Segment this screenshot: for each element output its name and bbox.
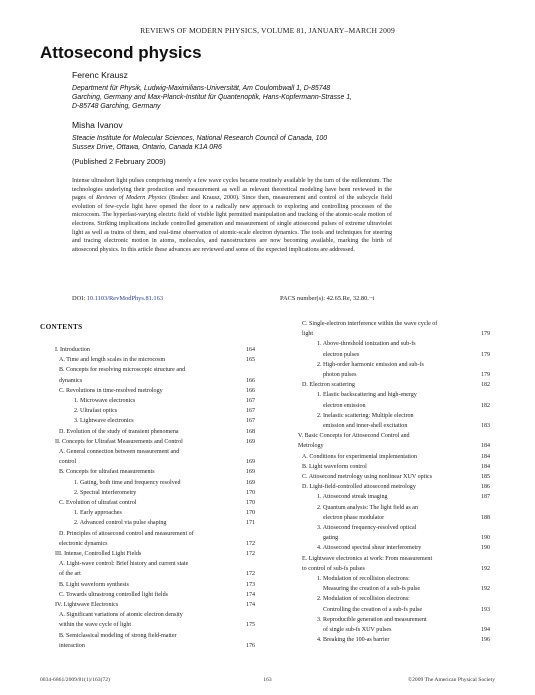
toc-entry[interactable] [59,357,165,363]
toc-entry[interactable] [74,510,122,516]
toc-entry[interactable] [317,525,416,531]
toc-entry[interactable] [59,592,168,598]
toc-entry[interactable] [323,586,420,592]
toc-entry[interactable] [59,388,163,394]
author-affiliation [72,134,402,152]
toc-entry-label: interaction [59,642,85,649]
toc-page-number: 190 [481,535,491,542]
toc-entry-label: B. Light waveform control [302,463,367,470]
toc-entry[interactable] [317,617,427,623]
toc-entry[interactable] [59,378,82,384]
toc-entry[interactable] [59,500,136,506]
affiliation-line: Steacie Institute for Molecular Sciences, National Research Council of Canada, 100 [72,135,328,142]
toc-entry[interactable] [323,372,356,378]
toc-entry-label: D. Electron scattering [302,382,355,389]
toc-entry-label: C. Evolution of ultrafast control [59,500,137,506]
toc-entry-label: 2. High-order harmonic emission and sub-fs [317,361,424,368]
toc-entry-label: light [302,331,314,338]
toc-entry-label: IV. Lightwave Electronics [55,602,119,608]
toc-entry[interactable] [302,454,417,460]
toc-page-number: 173 [246,581,256,588]
toc-entry-label: electronic dynamics [59,540,108,547]
toc-entry-label: 2. Spectral interferometry [74,489,137,496]
affiliation-line: D-85748 Garching, Germany [72,103,161,111]
toc-entry[interactable] [298,433,410,439]
toc-entry[interactable] [74,408,117,414]
author-affiliation [72,84,402,112]
toc-page-number: 188 [481,514,491,521]
toc-entry[interactable] [59,582,129,588]
toc-page-number: 170 [246,489,256,496]
toc-page-number: 179 [481,331,491,338]
toc-entry[interactable] [55,551,141,557]
toc-entry-label: 1. Above-threshold ionization and sub-fs [317,341,416,348]
toc-entry-label: V. Basic Concepts for Attosecond Control and [298,433,410,440]
toc-entry[interactable] [55,602,118,608]
toc-entry[interactable] [74,418,134,424]
doi [72,295,163,302]
toc-entry-label: to control of sub-fs pulses [302,565,365,572]
toc-entry[interactable] [323,535,338,541]
toc-entry[interactable] [317,494,388,500]
toc-page-number: 169 [246,469,256,476]
toc-entry[interactable] [302,321,437,327]
toc-entry-label: I. Introduction [55,347,90,353]
toc-page-number: 192 [481,586,491,593]
toc-page-number: 170 [246,500,256,506]
toc-entry-label: Controlling the creation of a sub-fs pulse [323,606,423,613]
toc-entry[interactable] [302,331,313,337]
toc-entry-label: of single sub-fs XUV pulses [323,627,392,633]
toc-page-number: 182 [481,382,491,389]
toc-page-number: 190 [481,545,491,552]
affiliation-line: Department für Physik, Ludwig-Maximilians-Universität, Am Coulombwall 1, D-85748 [72,85,331,92]
toc-page-number: 166 [246,377,256,384]
toc-entry[interactable] [323,515,384,521]
toc-page-number: 172 [246,540,256,547]
toc-entry[interactable] [323,627,391,633]
toc-entry[interactable] [302,566,365,572]
toc-page-number: 194 [481,627,491,633]
toc-entry-label: electron emission [323,402,366,409]
toc-entry-label: A. Significant variations of atomic electron density [59,612,183,619]
toc-entry-label: 2. Ultrafast optics [74,408,118,415]
toc-entry[interactable] [74,520,166,526]
toc-entry[interactable] [298,443,324,449]
toc-entry-label: C. Attosecond metrology using nonlinear XUV optics [302,474,433,480]
toc-entry[interactable] [55,439,183,445]
toc-entry-label: D. Evolution of the study of transient phenomena [59,428,179,435]
toc-page-number: 182 [481,402,491,409]
toc-entry[interactable] [302,382,355,388]
affiliation-line: Garching, Germany and Max-Planck-Institut für Quantenoptik, Hans-Kopfermann-Strasse 1, [72,94,352,102]
toc-entry[interactable] [59,449,179,455]
toc-entry-label: A. Conditions for experimental implementation [302,453,418,460]
toc-page-number: 176 [246,642,256,649]
toc-page-number: 172 [246,571,256,578]
toc-page-number: 171 [246,520,256,527]
toc-entry[interactable] [59,561,188,567]
toc-entry[interactable] [317,545,421,551]
toc-entry[interactable] [302,464,367,470]
toc-entry-label: 2. Modulation of recollision electrons: [317,596,410,603]
toc-entry-label: 4. Attosecond spectral shear interferometry [317,545,422,552]
toc-entry[interactable] [323,607,422,613]
toc-entry-label: 3. Lightwave electronics [74,418,134,425]
toc-entry[interactable] [59,633,177,639]
toc-entry-label: gating [323,535,339,542]
toc-page-number: 174 [246,602,256,608]
abstract-text: Intense ultrashort light pulses comprising merely a few wave cycles became routinely available by the turn of the millennium. The technologies underlying their production and measurement as well as relevant theoretical modeling have been reviewed in the pages of [72,178,392,202]
footer-copyright: ©2009 The American Physical Society [407,677,495,683]
abstract [72,177,392,254]
toc-entry-label: A. Light-wave control: Brief history and current state [59,561,189,568]
doi-link[interactable]: 10.1103/RevModPhys.81.163 [86,295,164,302]
toc-page-number: 168 [246,428,256,435]
toc-entry[interactable] [323,403,366,409]
toc-entry-label: C. Towards ultrastrong controlled light fields [59,591,168,598]
toc-entry-label: 3. Reproducible generation and measurement [317,616,427,623]
toc-entry-label: 1. Early approaches [74,510,122,517]
toc-entry-label: 1. Gating, both time and frequency resolved [74,479,181,486]
toc-entry-label: C. Revolutions in time-resolved metrology [59,387,163,394]
toc-entry[interactable] [317,413,414,419]
toc-entry[interactable] [317,392,417,398]
toc-page-number: 184 [481,463,491,470]
toc-page-number: 174 [246,591,256,598]
toc-entry-label: dynamics [59,377,83,384]
toc-entry-label: 2. Inelastic scattering: Multiple electron [317,412,414,419]
footer-page-number: 163 [263,677,272,683]
toc-entry[interactable] [74,490,136,496]
toc-page-number: 193 [481,606,491,613]
toc-entry[interactable] [74,398,135,404]
toc-page-number: 169 [246,438,256,445]
author-name: Ferenc Krausz [72,70,128,80]
toc-entry-label: B. Semiclassical modeling of strong field-matter [59,632,177,639]
toc-entry[interactable] [59,643,85,649]
toc-entry-label: B. Light waveform synthesis [59,581,129,588]
toc-entry-label: II. Concepts for Ultrafast Measurements and Control [55,438,183,445]
pacs-numbers: PACS number(s): 42.65.Re, 32.80.−t [280,295,375,302]
toc-page-number: 185 [481,474,491,480]
toc-entry[interactable] [59,469,155,475]
toc-page-number: 167 [246,418,256,425]
toc-entry[interactable] [317,362,424,368]
toc-entry[interactable] [74,480,180,486]
doi-label: DOI: [72,295,87,302]
toc-entry[interactable] [59,571,81,577]
toc-page-number: 170 [246,510,256,517]
toc-entry[interactable] [59,612,183,618]
abstract-text: (Brabec and Krausz, 2000). Since then, measurement and control of the subcycle field evolution of few-cycle light have opened the door to a radically new approach to exploring and controlling processes of the microcosm. The hyperfast-varying electric field of visible light permitted manipulation and tracking of the atomic-scale motion of electrons. Striking implications include controlled generation and measurement of single attosecond pulses of extreme ultraviolet light as well as trains of them, and real-time observation of atomic-scale electron dynamics. The tools and techniques for steering and tracing electronic motion in atoms, molecules, and nanostructures are now becoming available, marking the birth of attosecond physics. In this article these advances are reviewed and some of the expected implications are addressed. [72,195,393,253]
toc-page-number: 196 [481,637,491,644]
toc-page-number: 172 [246,551,256,557]
toc-entry-label: D. Light-field-controlled attosecond metrology [302,484,416,491]
toc-entry-label: 1. Modulation of recollision electrons: [317,576,410,582]
toc-entry-label: within the wave cycle of light [59,622,132,629]
toc-entry[interactable] [59,459,76,465]
running-head: REVIEWS OF MODERN PHYSICS, VOLUME 81, JANUARY–MARCH 2009 [140,26,395,35]
toc-entry-label: 1. Microwave electronics [74,398,136,404]
toc-entry[interactable] [323,352,359,358]
toc-page-number: 167 [246,398,256,404]
toc-page-number: 169 [246,479,256,486]
toc-entry-label: Measuring the creation of a sub-fs pulse [323,586,421,593]
toc-page-number: 187 [481,494,491,501]
article-title: Attosecond physics [40,43,202,62]
journal-name: Reviews of Modern Physics [96,195,167,202]
toc-entry[interactable] [317,341,416,347]
toc-entry-label: Metrology [298,443,324,450]
toc-page-number: 184 [481,443,491,450]
toc-entry-label: control [59,459,77,466]
footer-issn: 0034-6861/2009/81(1)/163(72) [40,677,110,683]
toc-entry[interactable] [55,347,90,353]
toc-page-number: 165 [246,357,256,364]
toc-page-number: 179 [481,351,491,358]
toc-entry-label: B. Concepts for ultrafast measurements [59,469,155,476]
toc-entry-label: photon pulses [323,372,357,378]
toc-entry-label: 2. Advanced control via pulse shaping [74,520,167,527]
author-name: Misha Ivanov [72,120,123,130]
toc-entry[interactable] [59,541,108,547]
toc-page-number: 175 [246,622,256,629]
toc-entry[interactable] [317,576,410,582]
toc-entry-label: 4. Breaking the 100-as barrier [317,637,390,644]
toc-entry-label: electron phase modulator [323,514,385,521]
toc-page-number: 183 [481,423,491,429]
toc-entry[interactable] [302,556,432,562]
toc-entry[interactable] [323,423,407,429]
toc-entry-label: 1. Elastic backscattering and high-energy [317,392,417,399]
toc-entry-label: A. Time and length scales in the microcosm [59,357,166,364]
toc-page-number: 179 [481,372,491,378]
toc-page-number: 192 [481,565,491,572]
toc-entry[interactable] [59,622,131,628]
toc-entry-label: 2. Quantum analysis: The light field as an [317,504,418,511]
toc-entry-label: D. Principles of attosecond control and measurement of [59,530,194,537]
toc-entry-label: A. General connection between measurement and [59,449,180,455]
toc-page-number: 169 [246,459,256,466]
toc-entry-label: of the art [59,571,81,578]
toc-entry-label: emission and inner-shell excitation [323,423,408,429]
toc-entry[interactable] [317,505,418,511]
toc-entry[interactable] [317,637,389,643]
toc-page-number: 167 [246,408,256,415]
toc-entry-label: B. Concepts for resolving microscopic structure and [59,367,186,374]
toc-entry[interactable] [317,596,410,602]
contents-heading: CONTENTS [40,322,83,331]
toc-entry[interactable] [59,429,179,435]
toc-entry[interactable] [59,531,194,537]
toc-entry[interactable] [59,367,185,373]
publication-date: (Published 2 February 2009) [72,157,166,166]
toc-entry-label: C. Single-electron interference within the wave cycle of [302,321,438,327]
toc-page-number: 186 [481,484,491,491]
toc-entry[interactable] [302,484,416,490]
toc-entry-label: electron pulses [323,351,360,358]
toc-page-number: 164 [246,347,256,353]
toc-page-number: 184 [481,453,491,460]
toc-entry-label: 3. Attosecond frequency-resolved optical [317,525,417,531]
toc-page-number: 166 [246,387,256,394]
toc-entry-label: III. Intense, Controlled Light Fields [55,551,142,557]
affiliation-line: Sussex Drive, Ottawa, Ontario, Canada K1A 0R6 [72,144,222,152]
toc-entry-label: E. Lightwave electronics at work: From measurement [302,555,433,562]
toc-entry[interactable] [302,474,432,480]
toc-entry-label: 1. Attosecond streak imaging [317,494,388,501]
